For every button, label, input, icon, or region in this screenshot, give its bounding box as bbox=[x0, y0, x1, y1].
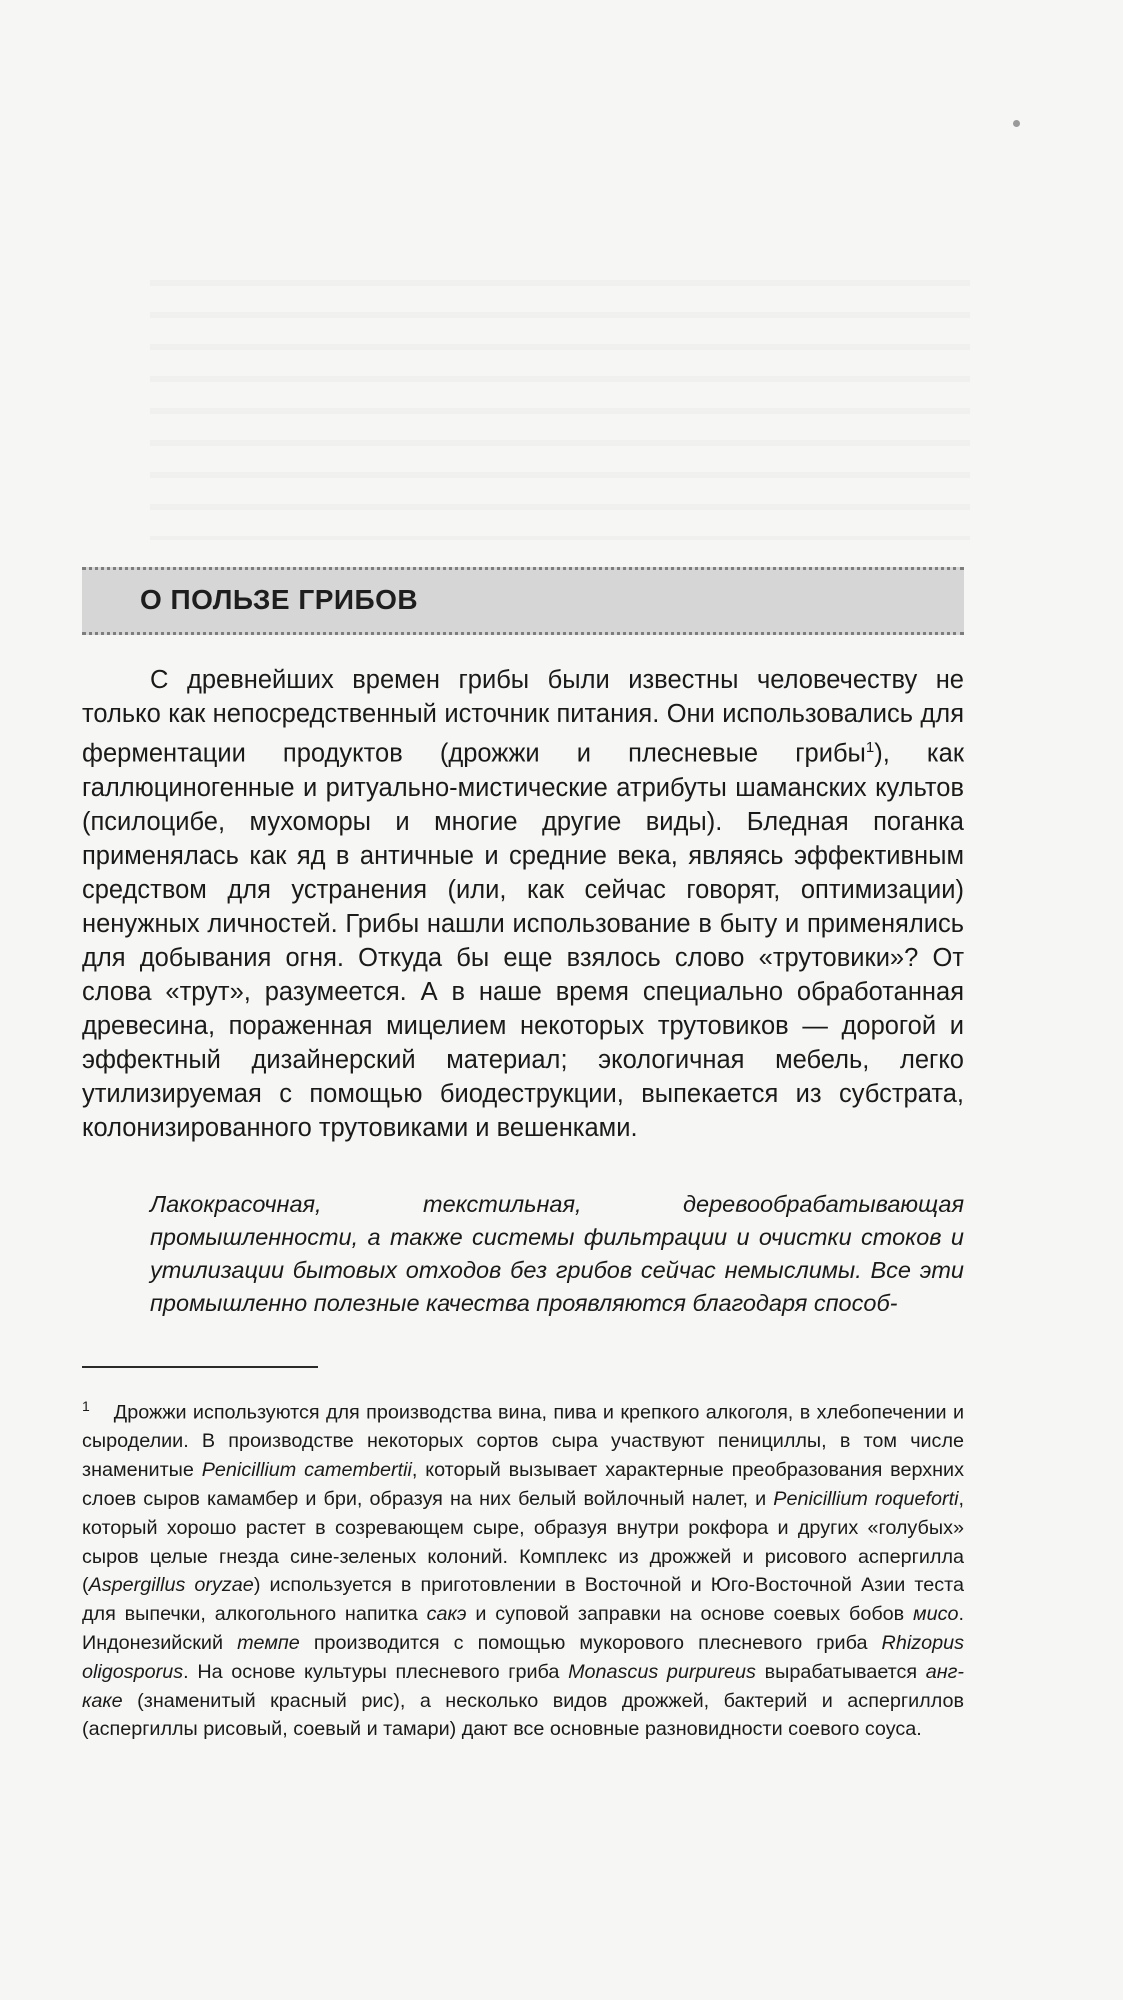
footnote-number: 1 bbox=[82, 1398, 90, 1414]
footnote-species: Penicillium camembertii bbox=[201, 1459, 412, 1482]
footnote-text: . На основе культуры плесневого гриба bbox=[183, 1660, 569, 1683]
footnote-text: ) используется в приготовлении в Восточной и Юго-Восточной Азии теста для выпечки, алкогольного напитка bbox=[82, 1574, 964, 1626]
footnote-text: , который хорошо растет в созревающем сыре, образуя внутри рокфора и других «голубых» сыров целые гнезда сине-зеленых колоний. Комплекс из дрожжей и рисового аспергилла ( bbox=[82, 1487, 965, 1597]
main-paragraph bbox=[82, 663, 964, 1145]
footnote-reference[interactable]: 1 bbox=[865, 739, 875, 756]
footnote-species: Rhizopus oligosporus bbox=[82, 1631, 964, 1683]
footnote bbox=[82, 1392, 964, 1744]
footnote-text: и суповой заправки на основе соевых бобов bbox=[466, 1603, 914, 1626]
paragraph-part-2: ), как галлюциногенные и ритуально-мистические атрибуты шаманских культов (псилоцибе, мухоморы и многие другие виды). Бледная поганка применялась как яд в античные и средние века, являясь эффективным средством для устранения (или, как сейчас говорят, оптимизации) ненужных личностей. Грибы нашли использование в быту и применялись для добывания огня. Откуда бы еще взялось слово «трутовики»? От слова «трут», разумеется. А в наше время специально обработанная древесина, пораженная мицелием некоторых трутовиков — дорогой и эффектный дизайнерский материал; экологичная мебель, легко утилизируемая с помощью биодеструкции, выпекается из субстрата, колонизированного трутовиками и вешенками. bbox=[82, 739, 964, 1142]
footnote-text: (знаменитый красный рис), а несколько видов дрожжей, бактерий и аспергиллов (аспергиллы рисовый, соевый и тамари) дают все основные разновидности соевого соуса. bbox=[82, 1689, 964, 1741]
footnote-species: Monascus purpureus bbox=[568, 1660, 756, 1683]
footnote-term: мисо bbox=[913, 1603, 959, 1626]
footnote-text: Дрожжи используются для производства вина, пива и крепкого алкоголя, в хлебопечении и сыроделии. В производстве некоторых сортов сыра участвуют пенициллы, в том числе знаменитые bbox=[82, 1401, 964, 1482]
bleed-through-area bbox=[150, 280, 970, 540]
italic-paragraph: Лакокрасочная, текстильная, деревообрабатывающая промышленности, а также системы фильтрации и очистки стоков и утилизации бытовых отходов без грибов сейчас немыслимы. Все эти промышленно полезные качества проявляются благодаря способ- bbox=[150, 1191, 964, 1316]
footnote-text: производится с помощью мукорового плесневого гриба bbox=[299, 1631, 882, 1654]
footnote-text: . Индонезийский bbox=[82, 1603, 964, 1654]
section-heading-bar bbox=[82, 567, 964, 635]
footnote-separator bbox=[82, 1366, 318, 1368]
footnote-species: Aspergillus oryzae bbox=[88, 1574, 254, 1597]
footnote-term: анг-каке bbox=[82, 1660, 965, 1712]
footnote-species: Penicillium roqueforti bbox=[773, 1487, 959, 1510]
paragraph-part-1: С древнейших времен грибы были известны человечеству не только как непосредственный источник питания. Они использовались для ферментации продуктов (дрожжи и плесневые грибы bbox=[82, 666, 964, 768]
footnote-text: , который вызывает характерные преобразования верхних слоев сыров камамбер и бри, образуя на них белый войлочный налет, и bbox=[82, 1459, 964, 1510]
paper-speck bbox=[1013, 120, 1020, 127]
footnote-term: сакэ bbox=[426, 1603, 467, 1626]
footnote-text: вырабатывается bbox=[755, 1660, 926, 1683]
footnote-term: темпе bbox=[237, 1631, 300, 1654]
section-title: О ПОЛЬЗЕ ГРИБОВ bbox=[140, 584, 419, 615]
